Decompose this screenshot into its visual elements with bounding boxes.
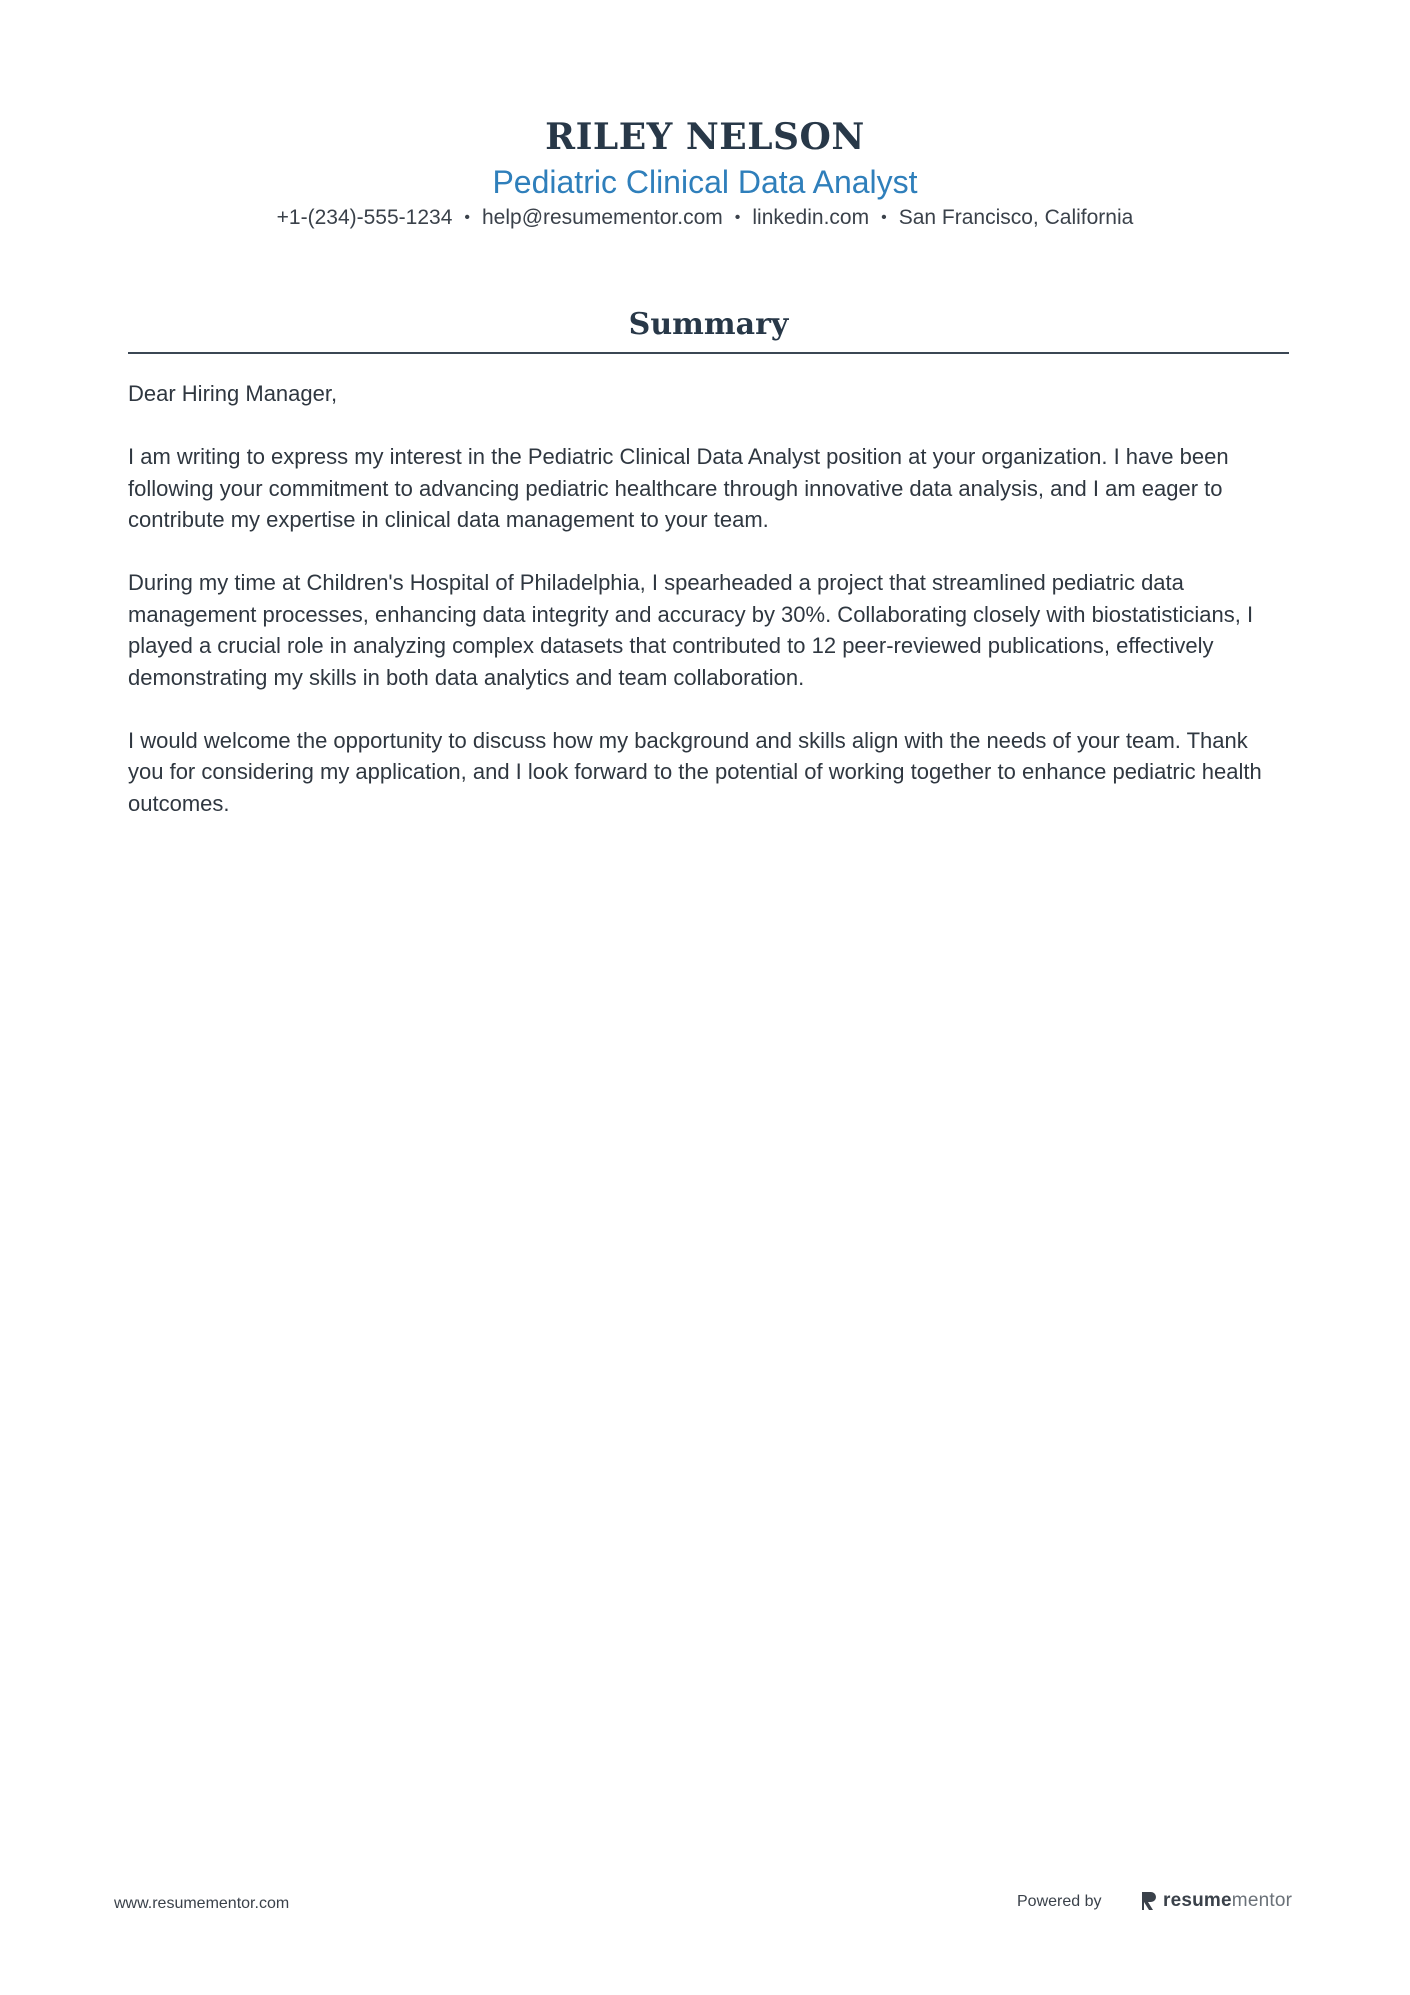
paragraph: I am writing to express my interest in the Pediatric Clinical Data Analyst position at your organization. I have been following your commitment to advancing pediatric healthcare through innovative data analysis, and I am eager to contribute my expertise in clinical data management to your team. bbox=[128, 444, 1229, 532]
contact-separator: • bbox=[881, 209, 887, 226]
contact-separator: • bbox=[464, 209, 470, 226]
phone-number: +1-(234)-555-1234 bbox=[276, 206, 453, 229]
logo-wordmark bbox=[1163, 1890, 1292, 1912]
paragraph: During my time at Children's Hospital of Philadelphia, I spearheaded a project that streamlined pediatric data management processes, enhancing data integrity and accuracy by 30%. Collaborating closely with biostatisticians, I played a crucial role in analyzing complex datasets that contributed to 12 peer-reviewed publications, effectively demonstrating my skills in both data analytics and team collaboration. bbox=[128, 570, 1254, 690]
section-title: Summary bbox=[628, 307, 789, 342]
contact-separator: • bbox=[734, 209, 741, 226]
location: San Francisco, California bbox=[898, 206, 1134, 229]
resumementor-logo-icon bbox=[1140, 1890, 1158, 1912]
resumementor-logo[interactable] bbox=[1140, 1886, 1292, 1916]
paragraph: I would welcome the opportunity to discuss how my background and skills align with the needs of your team. Thank you for considering my application, and I look forward to the potential of working together to enhance pediatric health outcomes. bbox=[128, 727, 1262, 816]
resume-header bbox=[0, 112, 1410, 234]
email-link[interactable]: help@resumementor.com bbox=[481, 206, 723, 229]
linkedin-link[interactable]: linkedin.com bbox=[752, 206, 870, 229]
logo-wordmark-light: mentor bbox=[1231, 1890, 1293, 1911]
logo-wordmark-bold: resume bbox=[1163, 1890, 1232, 1911]
footer-website-link[interactable]: www.resumementor.com bbox=[114, 1895, 290, 1912]
contact-line bbox=[0, 202, 1410, 234]
letter-body bbox=[128, 378, 1289, 851]
candidate-name: RILEY NELSON bbox=[545, 116, 865, 158]
section-divider bbox=[128, 352, 1289, 354]
job-title: Pediatric Clinical Data Analyst bbox=[492, 164, 918, 200]
greeting: Dear Hiring Manager, bbox=[128, 381, 338, 406]
powered-by-label: Powered by bbox=[1017, 1893, 1102, 1910]
